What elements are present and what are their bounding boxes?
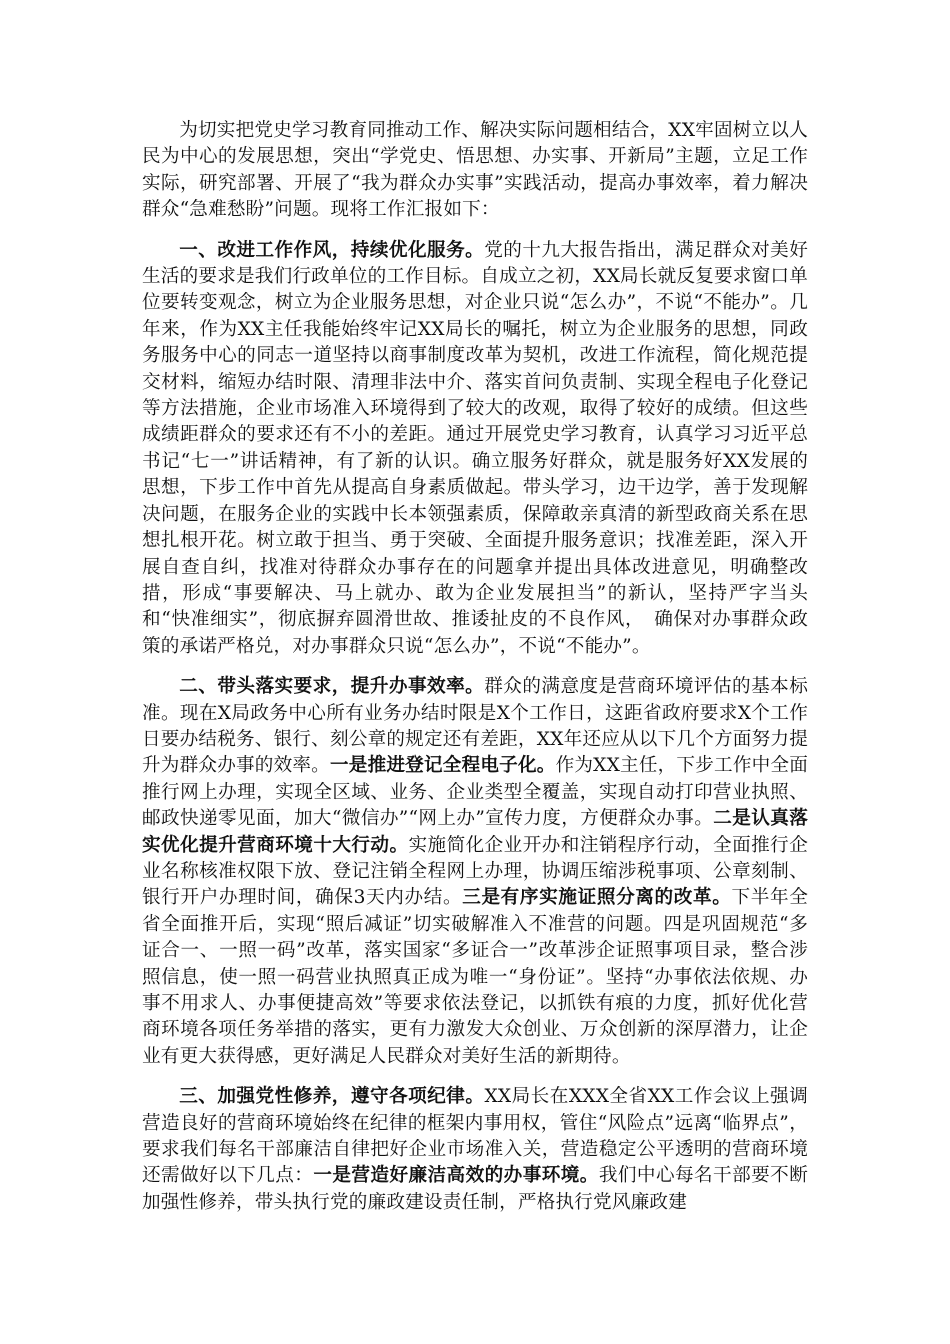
- section-two-point-1: 一是推进登记全程电子化。: [329, 755, 556, 777]
- section-two-point-2: 二是认真落实优化提升营商环境十大行动。: [142, 808, 808, 856]
- section-two-body-1: 群众的满意度是营商环境评估的基本标准。现在X局政务中心所有业务办结时限是X个工作日，这距省政府要求X个工作日要办结税务、银行、刻公章的规定还有差距，XX年还应从以下几个方面努力提升为群众办事的效率。: [142, 676, 809, 777]
- section-one-paragraph: [142, 238, 808, 661]
- intro-paragraph: [142, 118, 808, 224]
- section-two-body-3: 实施简化企业开办和注销程序行动，全面推行企业名称核准权限下放、登记注销全程网上办理，协调压缩涉税事项、公章刻制、银行开户办理时间，确保3天内办结。: [142, 834, 808, 909]
- document-page: [142, 118, 808, 1230]
- section-one-body: 党的十九大报告指出，满足群众对美好生活的要求是我们行政单位的工作目标。自成立之初，XX局长就反复要求窗口单位要转变观念，树立为企业服务思想，对企业只说“怎么办”，不说“不能办”。几年来，作为XX主任我能始终牢记XX局长的嘱托，树立为企业服务的思想，同政务服务中心的同志一道坚持以商事制度改革为契机，改进工作流程，简化规范提交材料，缩短办结时限、清理非法中介、落实首问负责制、实现全程电子化登记等方法措施，企业市场准入环境得到了较大的改观，取得了较好的成绩。但这些成绩距群众的要求还有不小的差距。通过开展党史学习教育，认真学习习近平总书记“七一”讲话精神，有了新的认识。确立服务好群众，就是服务好XX发展的思想，下步工作中首先从提高自身素质做起。带头学习，边干边学，善于发现解决问题，在服务企业的实践中长本领强素质，保障敢亲真清的新型政商关系在思想扎根开花。树立敢于担当、勇于突破、全面提升服务意识；找准差距，深入开展自查自纠，找准对待群众办事存在的问题拿并提出具体改进意见，明确整改措，形成“事要解决、马上就办、敢为企业发展担当”的新认，坚持严字当头和“快准细实”，彻底摒弃圆滑世故、推诿扯皮的不良作风， 确保对办事群众政策的承诺严格兑，对办事群众只说“怎么办”，不说“不能办”。: [142, 239, 809, 657]
- section-three-paragraph: [142, 1084, 808, 1216]
- intro-text: 为切实把党史学习教育同推动工作、解决实际问题相结合，XX牢固树立以人民为中心的发展思想，突出“学党史、悟思想、办实事、开新局”主题，立足工作实际，研究部署、开展了“我为群众办实事”实践活动，提高办事效率，着力解决群众“急难愁盼”问题。现将工作汇报如下：: [142, 120, 808, 221]
- section-two-body-4: 下半年全省全面推开后，实现“照后减证”切实破解准入不准营的问题。四是巩固规范“多证合一、一照一码”改革，落实国家“多证合一”改革涉企证照事项目录，整合涉照信息，使一照一码营业执照真正成为唯一“身份证”。坚持“办事依法依规、办事不用求人、办事便捷高效”等要求依法登记，以抓铁有痕的力度，抓好优化营商环境各项任务举措的落实，更有力激发大众创业、万众创新的深厚潜力，让企业有更大获得感，更好满足人民群众对美好生活的新期待。: [142, 887, 808, 1067]
- section-two-paragraph: [142, 674, 808, 1070]
- section-three-body-2: 我们中心每名干部要不断加强性修养，带头执行党的廉政建设责任制，严格执行党风廉政建: [142, 1165, 808, 1213]
- section-one-heading: 一、改进工作作风，持续优化服务。: [179, 239, 485, 261]
- section-three-heading: 三、加强党性修养，遵守各项纪律。: [179, 1086, 485, 1108]
- section-three-point-1: 一是营造好廉洁高效的办事环境。: [313, 1165, 599, 1187]
- section-two-point-3: 三是有序实施证照分离的改革。: [462, 887, 732, 909]
- section-two-heading: 二、带头落实要求，提升办事效率。: [179, 676, 485, 698]
- section-three-body-1: XX局长在XXX全省XX工作会议上强调营造良好的营商环境始终在纪律的框架内事用权，管住“风险点”远离“临界点”，要求我们每名干部廉洁自律把好企业市场准入关，营造稳定公平透明的营商环境还需做好以下几点：: [142, 1086, 808, 1187]
- section-two-body-2: 作为XX主任，下步工作中全面推行网上办理，实现全区域、业务、企业类型全覆盖，实现自动打印营业执照、邮政快递零见面，加大“微信办”“网上办”宣传力度，方便群众办事。: [142, 755, 809, 830]
